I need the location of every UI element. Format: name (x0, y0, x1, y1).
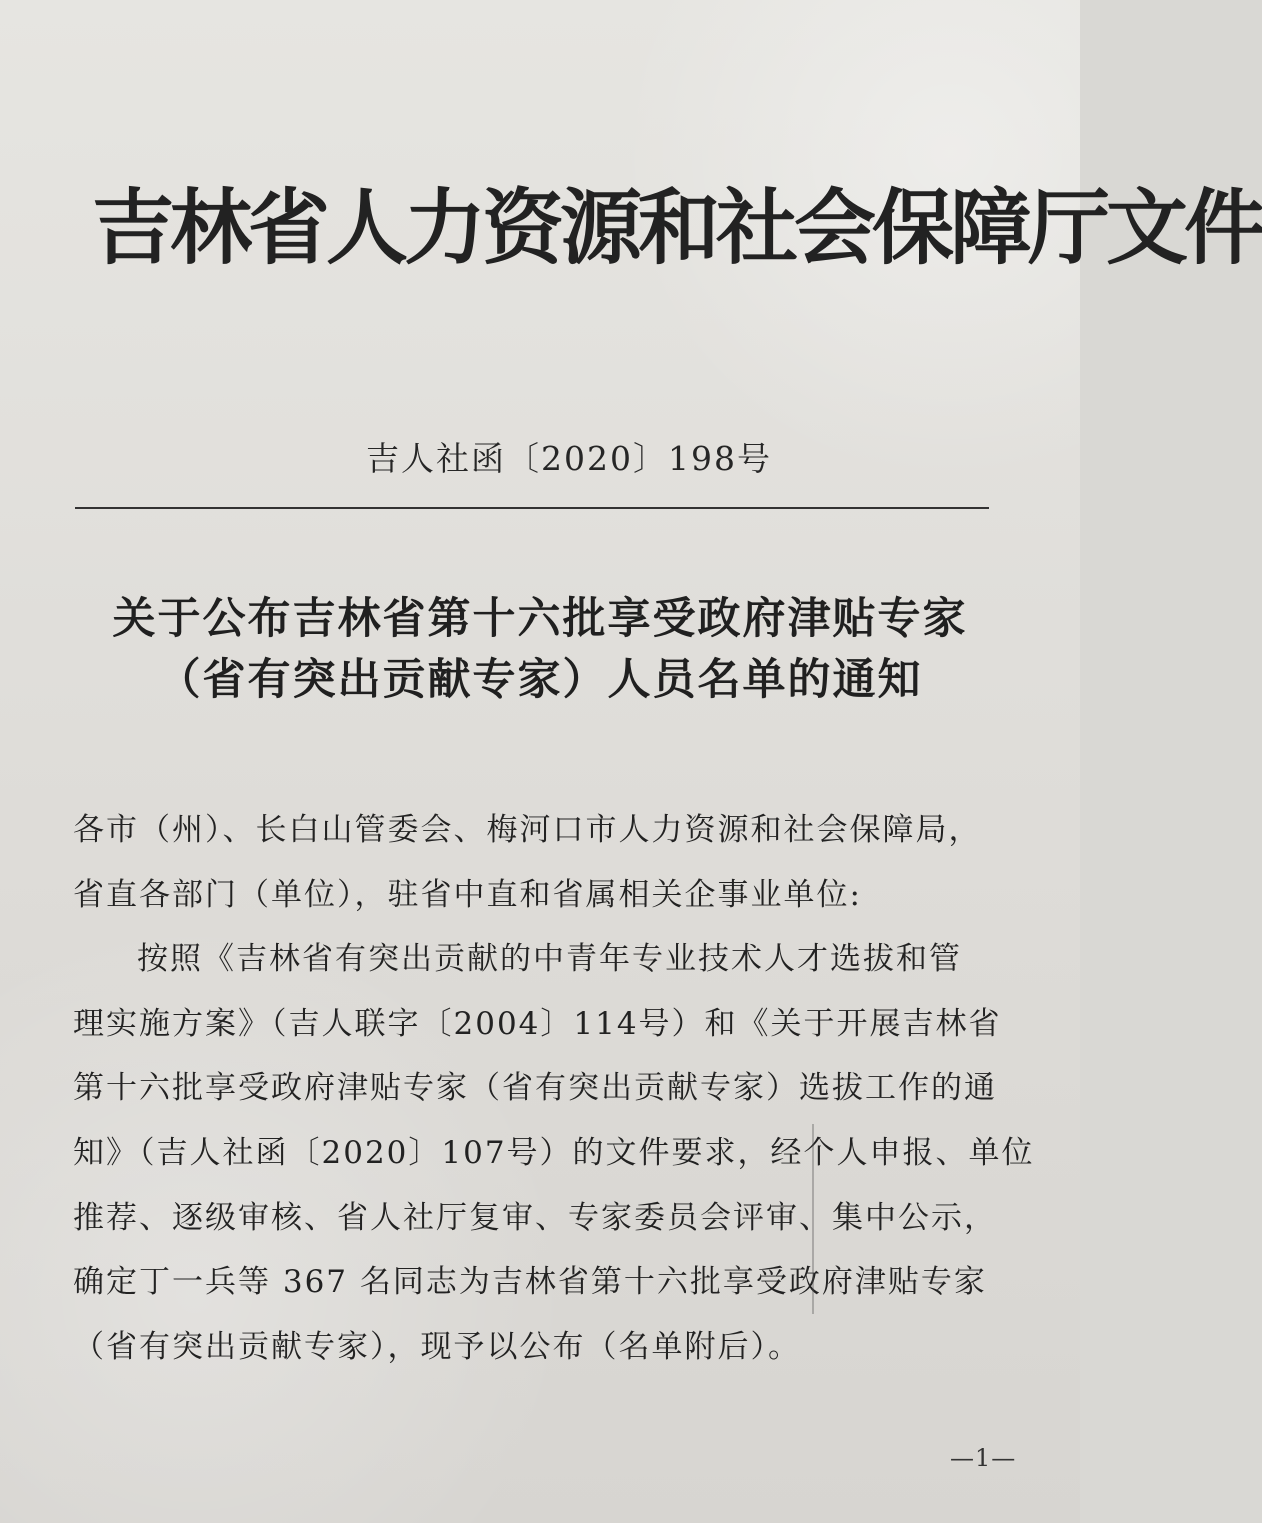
document-number: 吉人社函〔2020〕198号 (366, 439, 772, 478)
notice-title-line-2: （省有突出贡献专家）人员名单的通知 (157, 655, 923, 705)
header-divider (75, 507, 989, 509)
paper-fold-line (812, 1124, 814, 1314)
body-line-6: 知》（吉人社函〔2020〕107号）的文件要求，经个人申报、单位 (73, 1134, 1035, 1171)
body-line-4: 理实施方案》（吉人联字〔2004〕114号）和《关于开展吉林省 (73, 1005, 1002, 1042)
body-line-3: 按照《吉林省有突出贡献的中青年专业技术人才选拔和管 (137, 941, 962, 978)
body-line-5: 第十六批享受政府津贴专家（省有突出贡献专家）选拔工作的通 (73, 1070, 997, 1107)
notice-title-line-1: 关于公布吉林省第十六批享受政府津贴专家 (112, 594, 968, 644)
notice-title (84, 589, 996, 711)
body-line-1: 各市（州）、长白山管委会、梅河口市人力资源和社会保障局， (73, 812, 982, 848)
document-header-title: 吉林省人力资源和社会保障厅文件 (92, 181, 1262, 276)
body-line-7: 推荐、逐级审核、省人社厅复审、专家委员会评审、集中公示， (73, 1199, 997, 1236)
body-line-9: （省有突出贡献专家），现予以公布（名单附后）。 (73, 1328, 801, 1365)
body-line-2: 省直各部门（单位），驻省中直和省属相关企事业单位: (73, 876, 862, 913)
body-line-8: 确定丁一兵等 367 名同志为吉林省第十六批享受政府津贴专家 (73, 1264, 987, 1301)
document-body (73, 798, 1035, 1379)
page-number: —1— (950, 1444, 1017, 1472)
